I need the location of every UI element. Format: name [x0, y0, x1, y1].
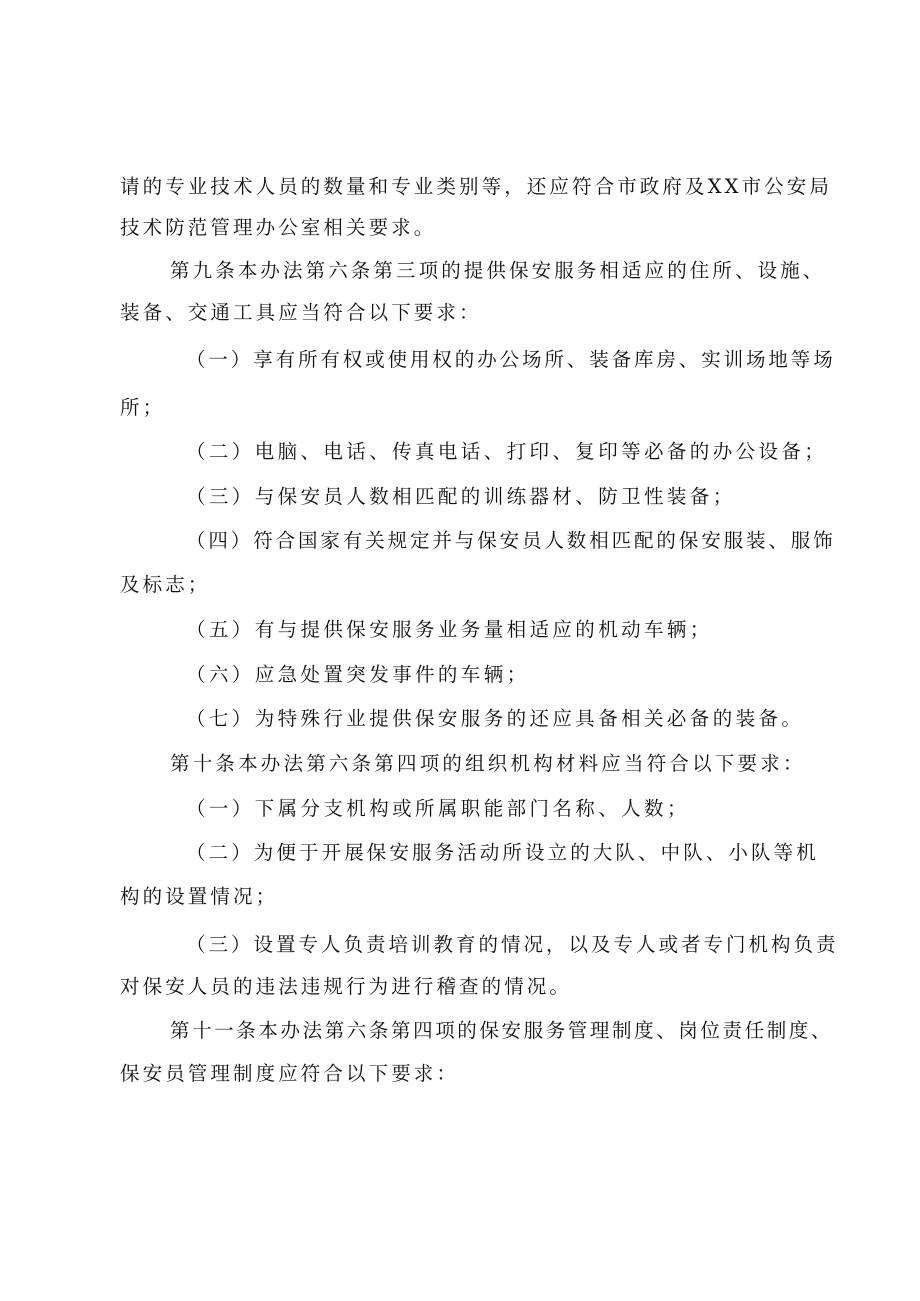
list-item: （四）符合国家有关规定并与保安员人数相匹配的保安服装、服饰 [186, 529, 836, 552]
list-item: （五）有与提供保安服务业务量相适应的机动车辆； [186, 618, 713, 641]
article-heading-line: 第九条本办法第六条第三项的提供保安服务相适应的住所、设施、 [170, 259, 826, 282]
list-item: （二）为便于开展保安服务活动所设立的大队、中队、小队等机 [186, 841, 819, 864]
text-line: 请的专业技术人员的数量和专业类别等，还应符合市政府及XX市公安局 [120, 175, 832, 198]
article-heading-line: 第十一条本办法第六条第四项的保安服务管理制度、岗位责任制度、 [170, 1019, 834, 1042]
text-line: 构的设置情况； [120, 885, 279, 908]
list-item: （二）电脑、电话、传真电话、打印、复印等必备的办公设备； [186, 440, 828, 463]
article-heading-line: 第十条本办法第六条第四项的组织机构材料应当符合以下要求： [170, 752, 806, 775]
text-line: 装备、交通工具应当符合以下要求： [120, 301, 482, 324]
list-item: （六）应急处置突发事件的车辆； [186, 663, 530, 686]
text-line: 对保安人员的违法违规行为进行稽查的情况。 [120, 975, 573, 998]
text-line: 所； [120, 396, 166, 419]
text-line: 保安员管理制度应符合以下要求： [120, 1062, 460, 1085]
list-item: （一）下属分支机构或所属职能部门名称、人数； [186, 797, 690, 820]
list-item: （三）与保安员人数相匹配的训练器材、防卫性装备； [186, 485, 736, 508]
text-line: 技术防范管理办公室相关要求。 [120, 216, 437, 239]
list-item: （三）设置专人负责培训教育的情况，以及专人或者专门机构负责 [186, 933, 839, 956]
list-item: （七）为特殊行业提供保安服务的还应具备相关必备的装备。 [186, 707, 805, 730]
list-item: （一）享有所有权或使用权的办公场所、装备库房、实训场地等场 [186, 348, 836, 371]
text-line: 及标志； [120, 573, 211, 596]
